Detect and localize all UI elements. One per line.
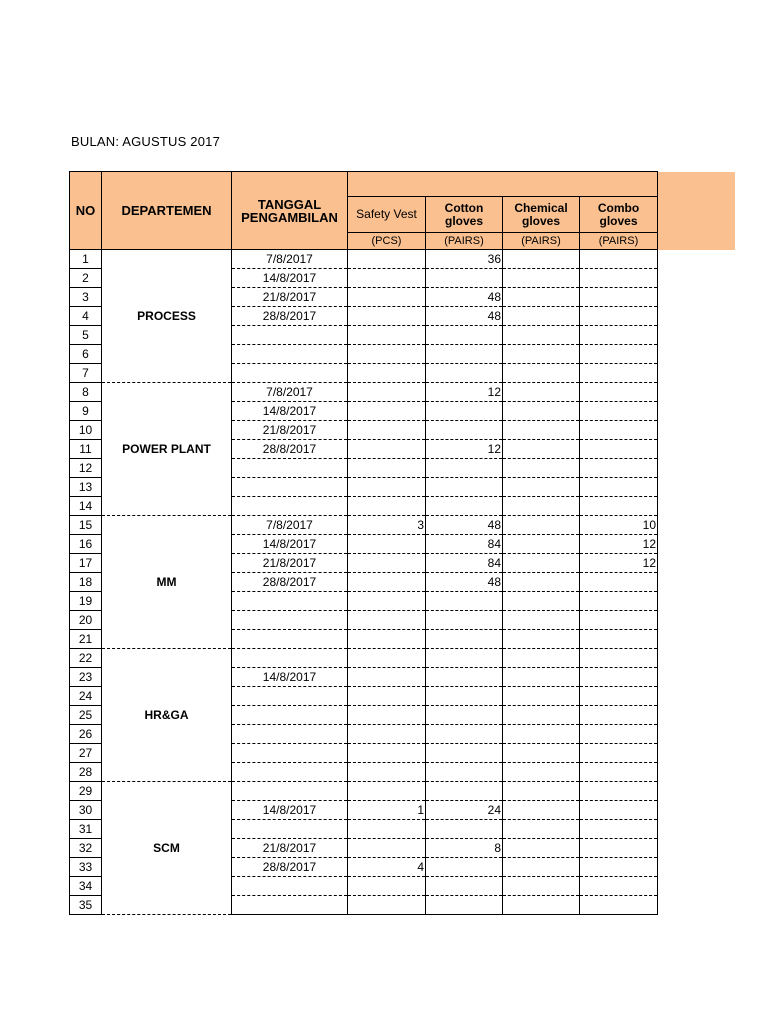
header-fill-extension — [657, 172, 735, 250]
chemical-gloves-qty — [503, 801, 580, 820]
combo-gloves-qty: 12 — [580, 535, 658, 554]
safety-vest-qty — [348, 307, 426, 326]
cotton-gloves-qty — [426, 744, 503, 763]
date-cell: 7/8/2017 — [232, 383, 348, 402]
safety-vest-qty — [348, 421, 426, 440]
chemical-gloves-qty — [503, 440, 580, 459]
chemical-gloves-qty — [503, 877, 580, 896]
combo-gloves-qty — [580, 611, 658, 630]
unit-safety-vest: (PCS) — [348, 233, 426, 250]
safety-vest-qty — [348, 839, 426, 858]
row-number: 14 — [70, 497, 102, 516]
cotton-gloves-qty — [426, 269, 503, 288]
date-cell: 28/8/2017 — [232, 573, 348, 592]
row-number: 24 — [70, 687, 102, 706]
cotton-gloves-qty: 48 — [426, 288, 503, 307]
safety-vest-qty — [348, 402, 426, 421]
combo-gloves-qty — [580, 839, 658, 858]
date-cell: 28/8/2017 — [232, 858, 348, 877]
row-number: 19 — [70, 592, 102, 611]
safety-vest-qty — [348, 725, 426, 744]
safety-vest-qty — [348, 744, 426, 763]
cotton-gloves-qty: 24 — [426, 801, 503, 820]
date-cell: 7/8/2017 — [232, 516, 348, 535]
date-cell: 7/8/2017 — [232, 250, 348, 269]
row-number: 29 — [70, 782, 102, 801]
safety-vest-qty — [348, 668, 426, 687]
date-cell: 21/8/2017 — [232, 288, 348, 307]
date-cell — [232, 725, 348, 744]
row-number: 13 — [70, 478, 102, 497]
row-number: 31 — [70, 820, 102, 839]
row-number: 18 — [70, 573, 102, 592]
cotton-gloves-qty — [426, 725, 503, 744]
row-number: 17 — [70, 554, 102, 573]
date-cell — [232, 744, 348, 763]
header-item-cotton-gloves: Cotton gloves — [426, 197, 503, 233]
chemical-gloves-qty — [503, 250, 580, 269]
safety-vest-qty — [348, 326, 426, 345]
unit-chemical-gloves: (PAIRS) — [503, 233, 580, 250]
header-date: TANGGAL PENGAMBILAN — [232, 172, 348, 250]
cotton-gloves-qty — [426, 877, 503, 896]
cotton-gloves-qty — [426, 421, 503, 440]
cotton-gloves-qty — [426, 820, 503, 839]
safety-vest-qty: 1 — [348, 801, 426, 820]
combo-gloves-qty — [580, 763, 658, 782]
cotton-gloves-qty — [426, 896, 503, 915]
chemical-gloves-qty — [503, 649, 580, 668]
chemical-gloves-qty — [503, 459, 580, 478]
cotton-gloves-qty: 12 — [426, 383, 503, 402]
table-row — [70, 649, 658, 668]
combo-gloves-qty — [580, 725, 658, 744]
safety-vest-qty — [348, 250, 426, 269]
cotton-gloves-qty — [426, 364, 503, 383]
combo-gloves-qty — [580, 630, 658, 649]
chemical-gloves-qty — [503, 896, 580, 915]
date-cell: 28/8/2017 — [232, 307, 348, 326]
department-name: HR&GA — [102, 649, 232, 782]
combo-gloves-qty — [580, 364, 658, 383]
chemical-gloves-qty — [503, 288, 580, 307]
cotton-gloves-qty — [426, 687, 503, 706]
date-cell — [232, 345, 348, 364]
cotton-gloves-qty — [426, 763, 503, 782]
row-number: 23 — [70, 668, 102, 687]
combo-gloves-qty — [580, 269, 658, 288]
cotton-gloves-qty — [426, 706, 503, 725]
date-cell — [232, 326, 348, 345]
date-cell — [232, 497, 348, 516]
combo-gloves-qty — [580, 345, 658, 364]
date-cell — [232, 478, 348, 497]
row-number: 12 — [70, 459, 102, 478]
cotton-gloves-qty — [426, 668, 503, 687]
safety-vest-qty — [348, 763, 426, 782]
date-cell — [232, 592, 348, 611]
date-cell: 21/8/2017 — [232, 421, 348, 440]
row-number: 21 — [70, 630, 102, 649]
cotton-gloves-qty — [426, 402, 503, 421]
date-cell — [232, 706, 348, 725]
department-name: MM — [102, 516, 232, 649]
safety-vest-qty — [348, 535, 426, 554]
cotton-gloves-qty: 48 — [426, 307, 503, 326]
header-item-chemical-gloves: Chemical gloves — [503, 197, 580, 233]
chemical-gloves-qty — [503, 345, 580, 364]
row-number: 33 — [70, 858, 102, 877]
cotton-gloves-qty — [426, 858, 503, 877]
row-number: 11 — [70, 440, 102, 459]
date-cell: 14/8/2017 — [232, 535, 348, 554]
combo-gloves-qty — [580, 383, 658, 402]
cotton-gloves-qty — [426, 326, 503, 345]
combo-gloves-qty — [580, 459, 658, 478]
combo-gloves-qty — [580, 250, 658, 269]
row-number: 10 — [70, 421, 102, 440]
table-row — [70, 782, 658, 801]
safety-vest-qty — [348, 573, 426, 592]
combo-gloves-qty — [580, 478, 658, 497]
cotton-gloves-qty: 36 — [426, 250, 503, 269]
date-cell — [232, 687, 348, 706]
date-cell: 14/8/2017 — [232, 668, 348, 687]
row-number: 1 — [70, 250, 102, 269]
row-number: 35 — [70, 896, 102, 915]
chemical-gloves-qty — [503, 402, 580, 421]
row-number: 26 — [70, 725, 102, 744]
row-number: 25 — [70, 706, 102, 725]
row-number: 27 — [70, 744, 102, 763]
combo-gloves-qty — [580, 801, 658, 820]
cotton-gloves-qty: 84 — [426, 554, 503, 573]
cotton-gloves-qty: 84 — [426, 535, 503, 554]
safety-vest-qty — [348, 877, 426, 896]
safety-vest-qty — [348, 497, 426, 516]
row-number: 2 — [70, 269, 102, 288]
row-number: 4 — [70, 307, 102, 326]
date-cell — [232, 459, 348, 478]
header-item-safety-vest: Safety Vest — [348, 197, 426, 233]
chemical-gloves-qty — [503, 364, 580, 383]
date-cell: 21/8/2017 — [232, 554, 348, 573]
safety-vest-qty — [348, 478, 426, 497]
combo-gloves-qty — [580, 307, 658, 326]
combo-gloves-qty — [580, 573, 658, 592]
combo-gloves-qty — [580, 706, 658, 725]
combo-gloves-qty — [580, 820, 658, 839]
cotton-gloves-qty — [426, 630, 503, 649]
cotton-gloves-qty: 8 — [426, 839, 503, 858]
date-cell — [232, 763, 348, 782]
date-cell — [232, 820, 348, 839]
chemical-gloves-qty — [503, 269, 580, 288]
table-row — [70, 516, 658, 535]
date-cell: 21/8/2017 — [232, 839, 348, 858]
cotton-gloves-qty — [426, 478, 503, 497]
cotton-gloves-qty — [426, 782, 503, 801]
row-number: 15 — [70, 516, 102, 535]
chemical-gloves-qty — [503, 326, 580, 345]
cotton-gloves-qty: 48 — [426, 573, 503, 592]
safety-vest-qty — [348, 896, 426, 915]
chemical-gloves-qty — [503, 630, 580, 649]
header-department: DEPARTEMEN — [102, 172, 232, 250]
date-cell — [232, 364, 348, 383]
cotton-gloves-qty — [426, 649, 503, 668]
row-number: 22 — [70, 649, 102, 668]
chemical-gloves-qty — [503, 478, 580, 497]
date-cell: 14/8/2017 — [232, 402, 348, 421]
row-number: 9 — [70, 402, 102, 421]
cotton-gloves-qty — [426, 497, 503, 516]
chemical-gloves-qty — [503, 820, 580, 839]
date-cell — [232, 896, 348, 915]
cotton-gloves-qty — [426, 345, 503, 364]
safety-vest-qty — [348, 687, 426, 706]
row-number: 8 — [70, 383, 102, 402]
safety-vest-qty — [348, 649, 426, 668]
date-cell: 28/8/2017 — [232, 440, 348, 459]
combo-gloves-qty — [580, 288, 658, 307]
ppe-usage-table — [69, 171, 658, 915]
chemical-gloves-qty — [503, 763, 580, 782]
combo-gloves-qty — [580, 782, 658, 801]
safety-vest-qty — [348, 630, 426, 649]
date-cell — [232, 782, 348, 801]
chemical-gloves-qty — [503, 744, 580, 763]
chemical-gloves-qty — [503, 516, 580, 535]
cotton-gloves-qty — [426, 459, 503, 478]
combo-gloves-qty — [580, 687, 658, 706]
date-cell: 14/8/2017 — [232, 801, 348, 820]
row-number: 20 — [70, 611, 102, 630]
chemical-gloves-qty — [503, 782, 580, 801]
chemical-gloves-qty — [503, 554, 580, 573]
row-number: 28 — [70, 763, 102, 782]
date-cell — [232, 649, 348, 668]
row-number: 30 — [70, 801, 102, 820]
row-number: 16 — [70, 535, 102, 554]
row-number: 7 — [70, 364, 102, 383]
combo-gloves-qty — [580, 592, 658, 611]
table-row — [70, 250, 658, 269]
safety-vest-qty — [348, 383, 426, 402]
unit-combo-gloves: (PAIRS) — [580, 233, 658, 250]
cotton-gloves-qty — [426, 592, 503, 611]
row-number: 3 — [70, 288, 102, 307]
chemical-gloves-qty — [503, 421, 580, 440]
combo-gloves-qty — [580, 326, 658, 345]
safety-vest-qty — [348, 459, 426, 478]
department-name: POWER PLANT — [102, 383, 232, 516]
chemical-gloves-qty — [503, 839, 580, 858]
cotton-gloves-qty: 48 — [426, 516, 503, 535]
date-cell: 14/8/2017 — [232, 269, 348, 288]
row-number: 5 — [70, 326, 102, 345]
safety-vest-qty — [348, 706, 426, 725]
chemical-gloves-qty — [503, 535, 580, 554]
chemical-gloves-qty — [503, 687, 580, 706]
chemical-gloves-qty — [503, 573, 580, 592]
safety-vest-qty — [348, 611, 426, 630]
combo-gloves-qty — [580, 858, 658, 877]
chemical-gloves-qty — [503, 592, 580, 611]
row-number: 34 — [70, 877, 102, 896]
combo-gloves-qty — [580, 744, 658, 763]
department-name: SCM — [102, 782, 232, 915]
page-title: BULAN: AGUSTUS 2017 — [71, 134, 221, 149]
safety-vest-qty — [348, 554, 426, 573]
cotton-gloves-qty — [426, 611, 503, 630]
safety-vest-qty — [348, 364, 426, 383]
department-name: PROCESS — [102, 250, 232, 383]
combo-gloves-qty — [580, 440, 658, 459]
safety-vest-qty: 3 — [348, 516, 426, 535]
chemical-gloves-qty — [503, 307, 580, 326]
combo-gloves-qty — [580, 877, 658, 896]
safety-vest-qty — [348, 269, 426, 288]
unit-cotton-gloves: (PAIRS) — [426, 233, 503, 250]
chemical-gloves-qty — [503, 611, 580, 630]
header-items-group — [348, 172, 658, 197]
chemical-gloves-qty — [503, 725, 580, 744]
combo-gloves-qty — [580, 668, 658, 687]
safety-vest-qty — [348, 345, 426, 364]
combo-gloves-qty: 12 — [580, 554, 658, 573]
safety-vest-qty — [348, 288, 426, 307]
date-cell — [232, 630, 348, 649]
chemical-gloves-qty — [503, 668, 580, 687]
chemical-gloves-qty — [503, 383, 580, 402]
combo-gloves-qty — [580, 421, 658, 440]
safety-vest-qty — [348, 782, 426, 801]
table-body — [70, 250, 658, 915]
cotton-gloves-qty: 12 — [426, 440, 503, 459]
combo-gloves-qty — [580, 649, 658, 668]
row-number: 6 — [70, 345, 102, 364]
header-no: NO — [70, 172, 102, 250]
chemical-gloves-qty — [503, 497, 580, 516]
combo-gloves-qty — [580, 497, 658, 516]
safety-vest-qty — [348, 820, 426, 839]
safety-vest-qty — [348, 592, 426, 611]
chemical-gloves-qty — [503, 858, 580, 877]
combo-gloves-qty — [580, 402, 658, 421]
combo-gloves-qty: 10 — [580, 516, 658, 535]
chemical-gloves-qty — [503, 706, 580, 725]
safety-vest-qty — [348, 440, 426, 459]
date-cell — [232, 611, 348, 630]
header-item-combo-gloves: Combo gloves — [580, 197, 658, 233]
safety-vest-qty: 4 — [348, 858, 426, 877]
table-row — [70, 383, 658, 402]
row-number: 32 — [70, 839, 102, 858]
combo-gloves-qty — [580, 896, 658, 915]
date-cell — [232, 877, 348, 896]
